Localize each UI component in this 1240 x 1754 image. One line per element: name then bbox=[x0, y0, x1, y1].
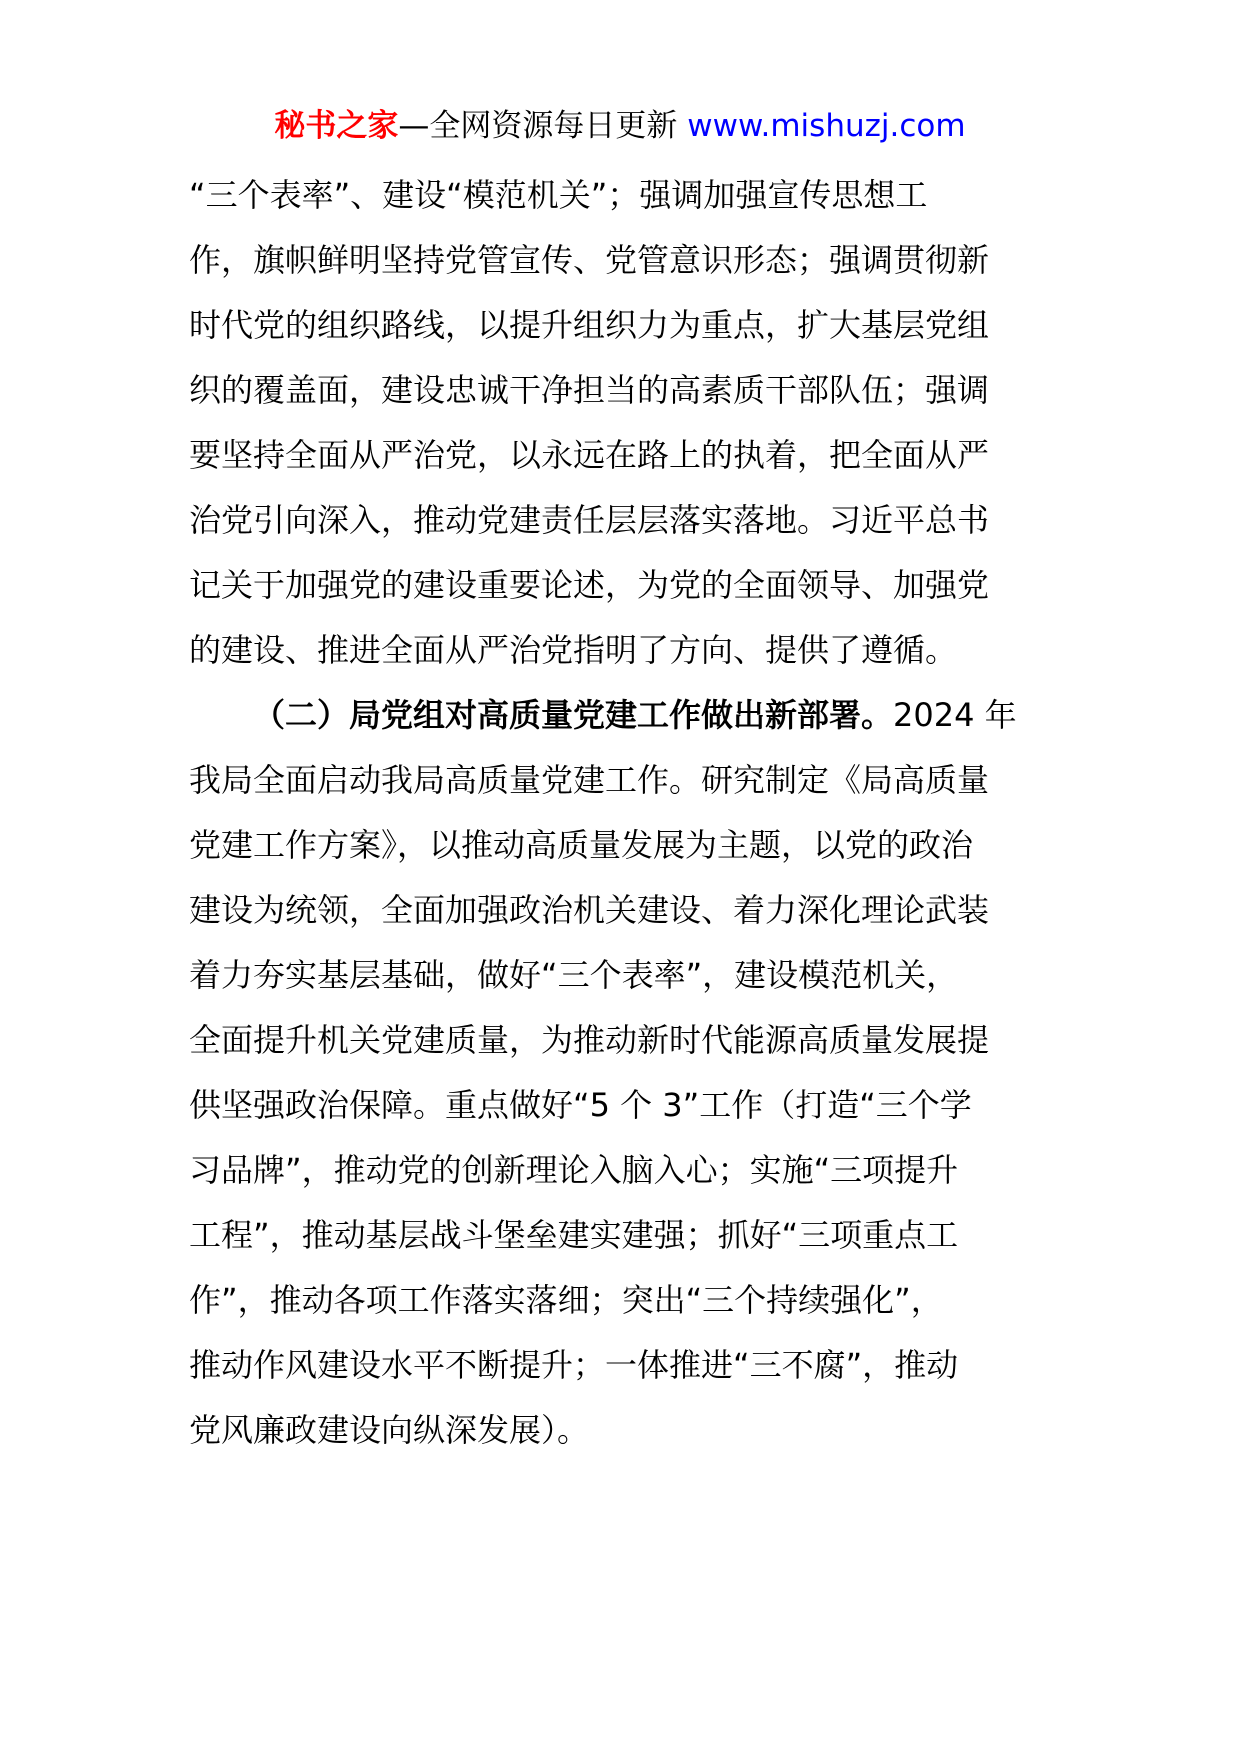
paragraph-line: 治党引向深入，推动党建责任层层落实落地。习近平总书 bbox=[189, 501, 990, 539]
site-tagline: —全网资源每日更新 bbox=[398, 108, 678, 144]
paragraph-line: 的建设、推进全面从严治党指明了方向、提供了遵循。 bbox=[189, 631, 958, 669]
paragraph-line: “三个表率”、建设“模范机关”；强调加强宣传思想工 bbox=[189, 176, 928, 214]
paragraph-line: 全面提升机关党建质量，为推动新时代能源高质量发展提 bbox=[189, 1021, 990, 1059]
paragraph-line: 建设为统领，全面加强政治机关建设、着力深化理论武装 bbox=[189, 891, 990, 929]
paragraph-line: 习品牌”，推动党的创新理论入脑入心；实施“三项提升 bbox=[189, 1151, 959, 1189]
paragraph-line: 作，旗帜鲜明坚持党管宣传、党管意识形态；强调贯彻新 bbox=[189, 241, 990, 279]
paragraph-line: 工程”，推动基层战斗堡垒建实建强；抓好“三项重点工 bbox=[189, 1216, 959, 1254]
document-body bbox=[189, 163, 1057, 1463]
section-heading: （二）局党组对高质量党建工作做出新部署。 bbox=[253, 696, 894, 734]
paragraph-line: 作”，推动各项工作落实落细；突出“三个持续强化”， bbox=[189, 1281, 943, 1319]
paragraph-line: 供坚强政治保障。重点做好“5 个 3”工作（打造“三个学 bbox=[189, 1086, 972, 1124]
paragraph-line: 织的覆盖面，建设忠诚干净担当的高素质干部队伍；强调 bbox=[189, 371, 990, 409]
paragraph-line: 记关于加强党的建设重要论述，为党的全面领导、加强党 bbox=[189, 566, 990, 604]
section-heading-continuation: 2024 年 bbox=[893, 696, 1017, 734]
section-heading-line bbox=[189, 683, 1057, 748]
paragraph-line: 着力夯实基层基础，做好“三个表率”，建设模范机关， bbox=[189, 956, 959, 994]
paragraph-line: 党风廉政建设向纵深发展）。 bbox=[189, 1411, 590, 1449]
paragraph-line: 要坚持全面从严治党，以永远在路上的执着，把全面从严 bbox=[189, 436, 990, 474]
paragraph-line: 我局全面启动我局高质量党建工作。研究制定《局高质量 bbox=[189, 761, 990, 799]
paragraph-line: 推动作风建设水平不断提升；一体推进“三不腐”，推动 bbox=[189, 1346, 959, 1384]
site-header bbox=[0, 104, 1240, 148]
site-url-link[interactable]: www.mishuzj.com bbox=[687, 108, 966, 144]
site-brand: 秘书之家 bbox=[274, 108, 399, 144]
paragraph-line: 党建工作方案》，以推动高质量发展为主题，以党的政治 bbox=[189, 826, 974, 864]
paragraph-line: 时代党的组织路线，以提升组织力为重点，扩大基层党组 bbox=[189, 306, 990, 344]
